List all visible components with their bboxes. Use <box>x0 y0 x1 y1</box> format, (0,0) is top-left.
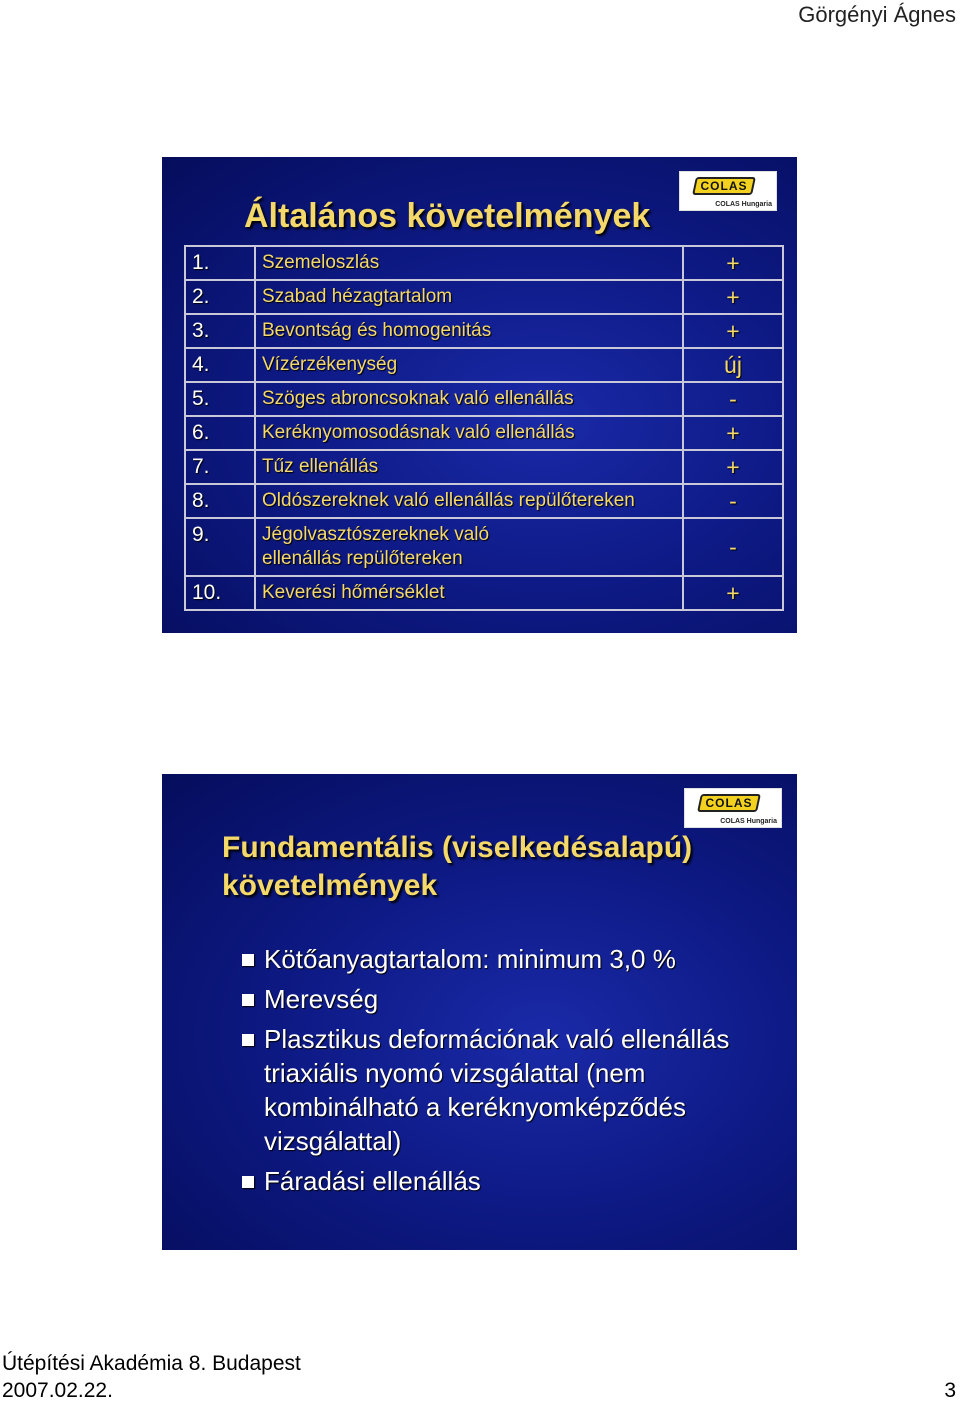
row-requirement: Vízérzékenység <box>255 348 683 382</box>
row-mark: + <box>683 416 783 450</box>
row-number: 6. <box>185 416 255 450</box>
row-requirement: Szemeloszlás <box>255 246 683 280</box>
page-number: 3 <box>944 1379 956 1402</box>
row-mark: + <box>683 280 783 314</box>
colas-logo-subtext: COLAS Hungaria <box>715 201 772 208</box>
colas-logo <box>684 788 782 828</box>
requirements-table <box>184 245 784 611</box>
row-mark: + <box>683 450 783 484</box>
row-mark: új <box>683 348 783 382</box>
slide-general-requirements <box>162 157 797 633</box>
row-mark: - <box>683 518 783 576</box>
row-mark: + <box>683 246 783 280</box>
bullet-square-icon <box>242 1034 254 1046</box>
row-number: 10. <box>185 576 255 610</box>
table-row <box>185 518 783 576</box>
table-row <box>185 416 783 450</box>
bullet-list <box>242 942 762 1204</box>
table-row <box>185 382 783 416</box>
slide-title: Fundamentális (viselkedésalapú) követelmények <box>222 831 693 902</box>
bullet-text: Merevség <box>264 984 379 1014</box>
list-item <box>242 1164 762 1198</box>
slide-title: Általános követelmények <box>244 197 651 235</box>
row-number: 5. <box>185 382 255 416</box>
table-row <box>185 450 783 484</box>
bullet-text: Kötőanyagtartalom: minimum 3,0 % <box>264 944 676 974</box>
list-item <box>242 982 762 1016</box>
row-number: 2. <box>185 280 255 314</box>
row-mark: - <box>683 382 783 416</box>
table-row <box>185 348 783 382</box>
colas-badge: COLAS <box>692 177 756 195</box>
row-mark: + <box>683 314 783 348</box>
row-mark: + <box>683 576 783 610</box>
bullet-square-icon <box>242 994 254 1006</box>
row-requirement: Szabad hézagtartalom <box>255 280 683 314</box>
table-row <box>185 576 783 610</box>
row-number: 4. <box>185 348 255 382</box>
table-row <box>185 280 783 314</box>
row-number: 9. <box>185 518 255 576</box>
row-number: 8. <box>185 484 255 518</box>
colas-badge: COLAS <box>697 794 761 812</box>
bullet-text: Plasztikus deformációnak való ellenállás triaxiális nyomó vizsgálattal (nem kombinálható a keréknyomképződés vizsgálattal) <box>264 1024 730 1156</box>
colas-logo <box>679 171 777 211</box>
author-header: Görgényi Ágnes <box>798 2 956 27</box>
row-requirement: Bevontság és homogenitás <box>255 314 683 348</box>
row-requirement: Keréknyomosodásnak való ellenállás <box>255 416 683 450</box>
row-requirement: Tűz ellenállás <box>255 450 683 484</box>
footer-date: 2007.02.22. <box>2 1379 113 1402</box>
footer-organization: Útépítési Akadémia 8. Budapest <box>2 1352 301 1375</box>
bullet-square-icon <box>242 954 254 966</box>
bullet-text: Fáradási ellenállás <box>264 1166 481 1196</box>
table-row <box>185 246 783 280</box>
slide-fundamental-requirements <box>162 774 797 1250</box>
row-requirement: Szöges abroncsoknak való ellenállás <box>255 382 683 416</box>
row-number: 7. <box>185 450 255 484</box>
list-item <box>242 1022 762 1158</box>
row-number: 3. <box>185 314 255 348</box>
table-row <box>185 314 783 348</box>
row-requirement: Oldószereknek való ellenállás repülőtereken <box>255 484 683 518</box>
bullet-square-icon <box>242 1176 254 1188</box>
table-row <box>185 484 783 518</box>
list-item <box>242 942 762 976</box>
colas-logo-subtext: COLAS Hungaria <box>720 818 777 825</box>
row-requirement: Keverési hőmérséklet <box>255 576 683 610</box>
row-number: 1. <box>185 246 255 280</box>
row-requirement: Jégolvasztószereknek való ellenállás repülőtereken <box>255 518 683 576</box>
row-mark: - <box>683 484 783 518</box>
